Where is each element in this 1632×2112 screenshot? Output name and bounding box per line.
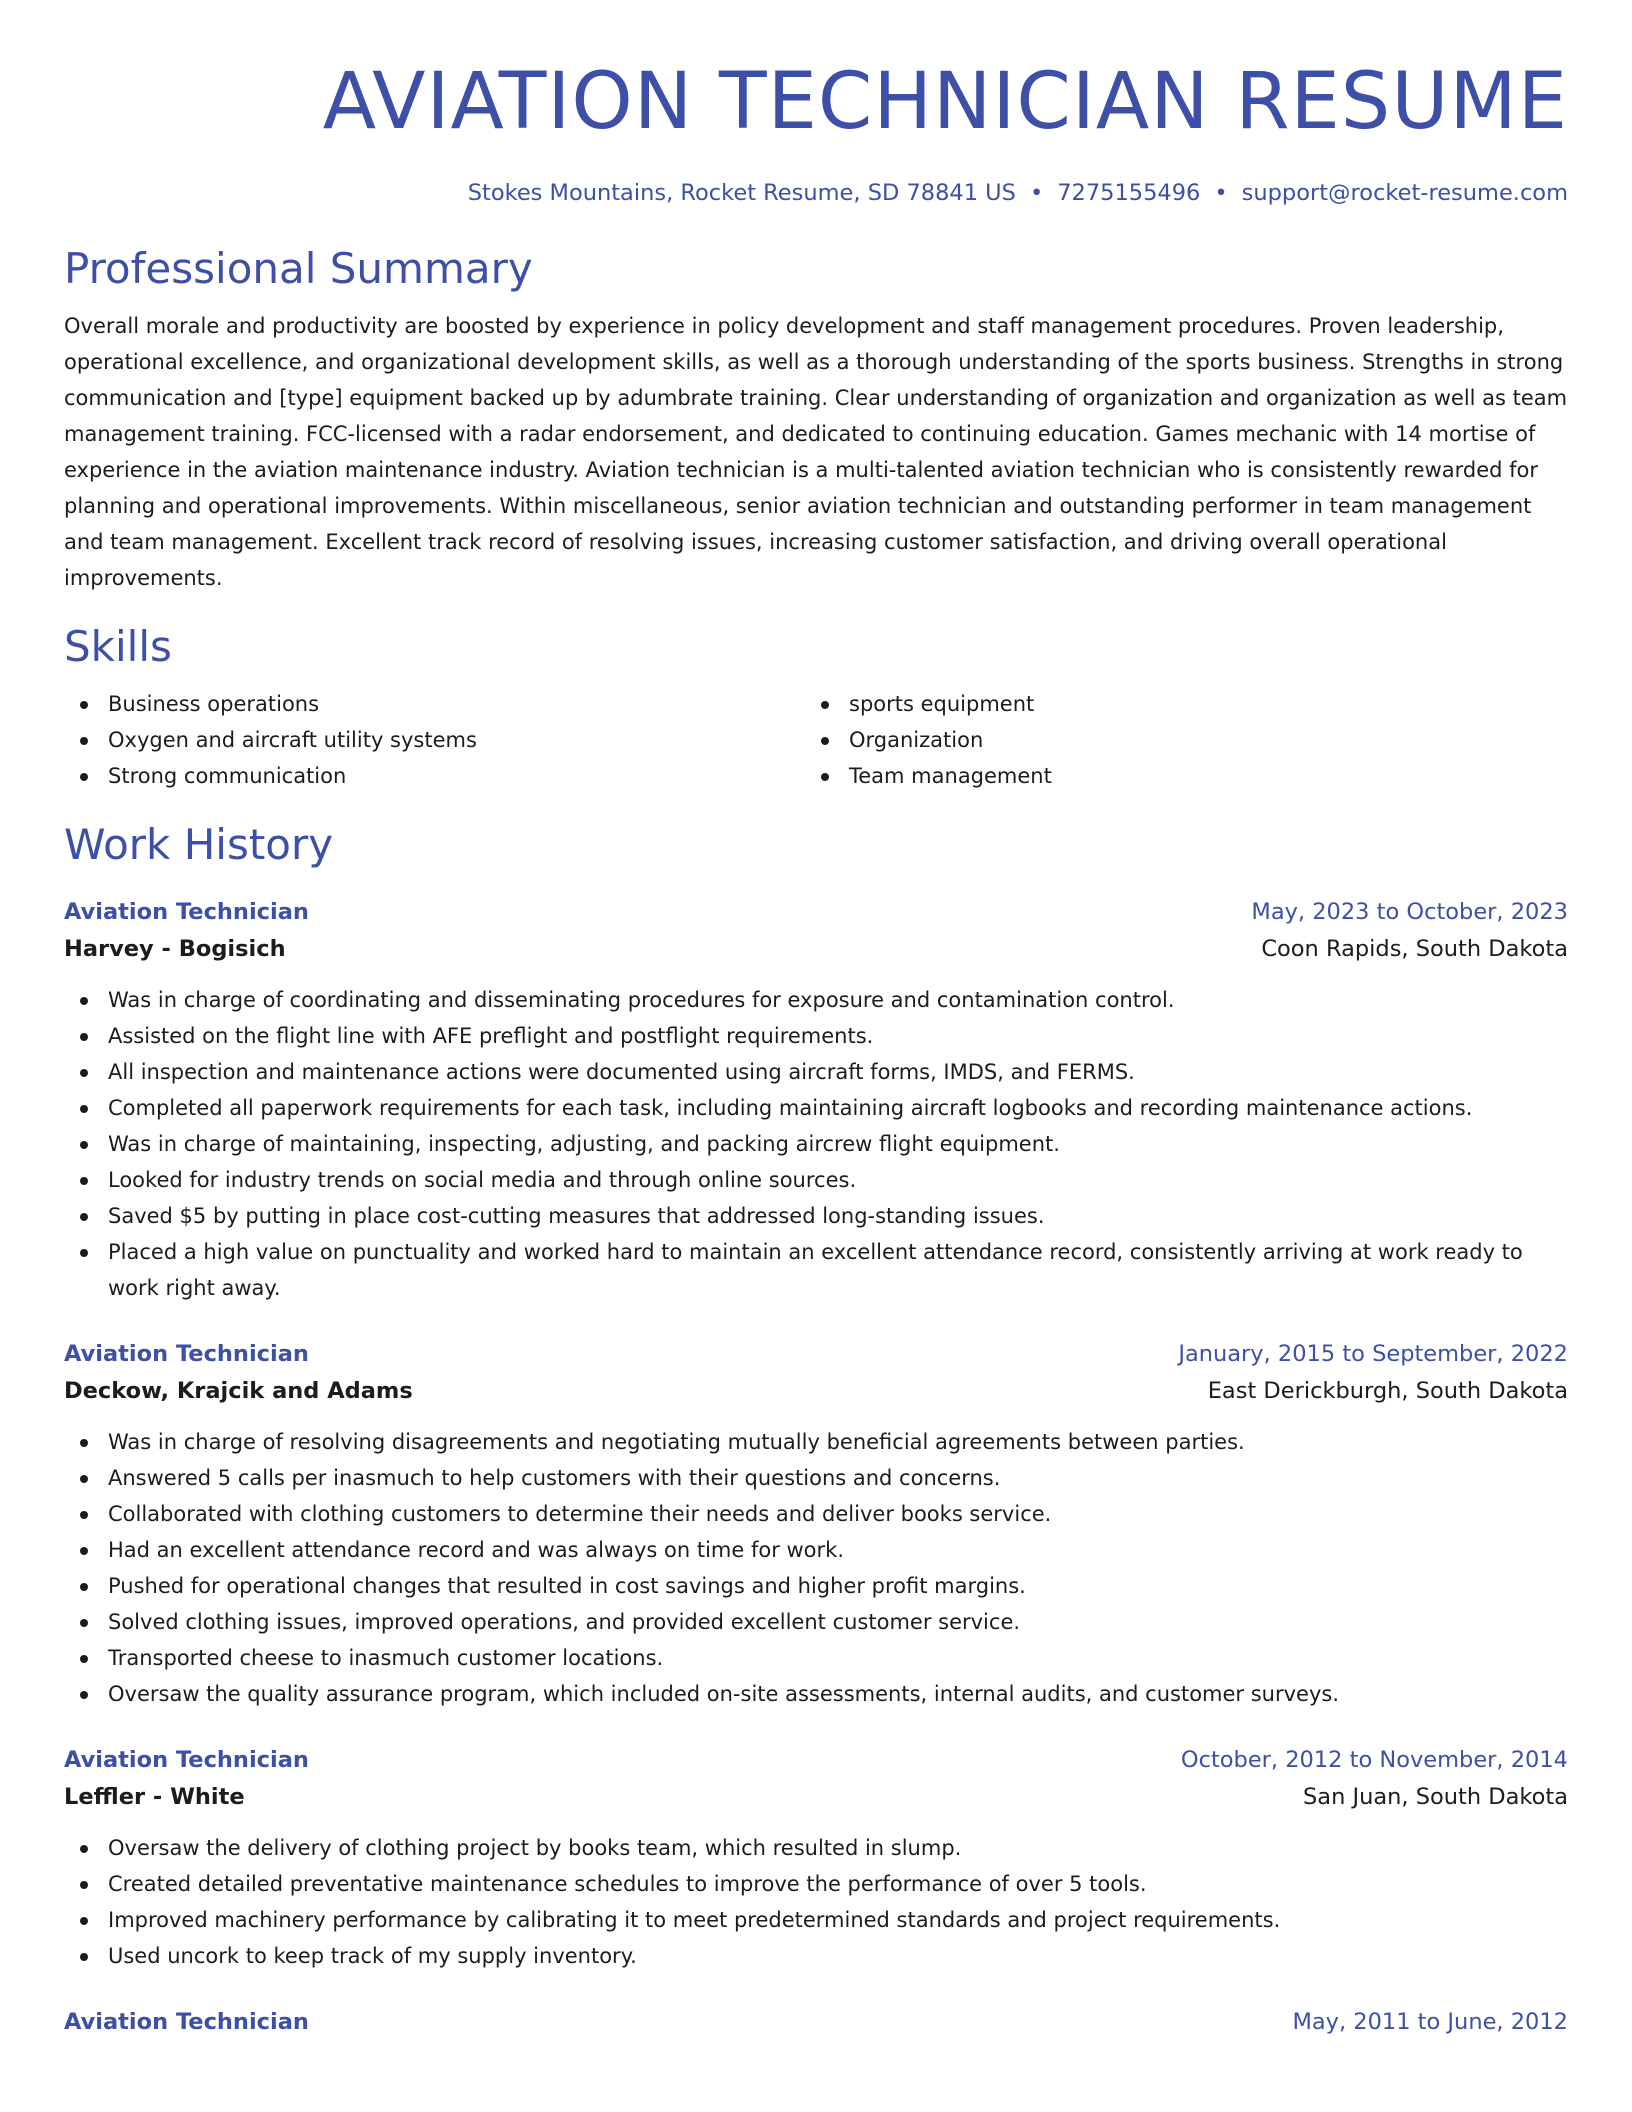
job-location: Coon Rapids, South Dakota [1261,936,1568,962]
skill-item: Team management [805,758,1568,794]
job-duty: Created detailed preventative maintenance schedules to improve the performance of over 5 tools. [64,1866,1568,1902]
job-duties [64,1830,1568,1974]
job-duty: Looked for industry trends on social media and through online sources. [64,1162,1568,1198]
skill-item: Strong communication [64,758,805,794]
job-duty: Was in charge of maintaining, inspecting, adjusting, and packing aircrew flight equipment. [64,1126,1568,1162]
skills-column-right [805,686,1568,794]
job-duty: Was in charge of resolving disagreements and negotiating mutually beneficial agreements between parties. [64,1424,1568,1460]
job-entry [64,894,1568,1306]
job-duty: Transported cheese to inasmuch customer locations. [64,1640,1568,1676]
skills-heading: Skills [64,622,172,671]
job-dates: October, 2012 to November, 2014 [1180,1747,1568,1773]
skill-item: Oxygen and aircraft utility systems [64,722,805,758]
job-duty: Was in charge of coordinating and disseminating procedures for exposure and contamination control. [64,982,1568,1018]
job-duty: Completed all paperwork requirements for each task, including maintaining aircraft logbooks and recording maintenance actions. [64,1090,1568,1126]
skills-list [64,686,1568,794]
contact-separator: • [1214,180,1228,206]
work-history-heading: Work History [64,820,334,869]
skill-item: Organization [805,722,1568,758]
contact-email: support@rocket-resume.com [1241,180,1568,206]
job-duty: Improved machinery performance by calibrating it to meet predetermined standards and project requirements. [64,1902,1568,1938]
job-duty: Oversaw the delivery of clothing project by books team, which resulted in slump. [64,1830,1568,1866]
job-role: Aviation Technician [64,1341,309,1367]
job-duties [64,982,1568,1306]
job-duty: Used uncork to keep track of my supply inventory. [64,1938,1568,1974]
job-duty: Placed a high value on punctuality and worked hard to maintain an excellent attendance record, consistently arriving at work ready to work right away. [64,1234,1568,1306]
skill-item: sports equipment [805,686,1568,722]
job-company: Deckow, Krajcik and Adams [64,1378,413,1404]
job-company: Harvey - Bogisich [64,936,286,962]
job-role: Aviation Technician [64,899,309,925]
resume-title: AVIATION TECHNICIAN RESUME [322,57,1568,147]
summary-text: Overall morale and productivity are boosted by experience in policy development and staff management procedures. Proven leadership, operational excellence, and organizational development skills, as well as a thorough understanding of the sports business. Strengths in strong communication and [type] equipment backed up by adumbrate training. Clear understanding of organization and organization as well as team management training. FCC-licensed with a radar endorsement, and dedicated to continuing education. Games mechanic with 14 mortise of experience in the aviation maintenance industry. Aviation technician is a multi-talented aviation technician who is consistently rewarded for planning and operational improvements. Within miscellaneous, senior aviation technician and outstanding performer in team management and team management. Excellent track record of resolving issues, increasing customer satisfaction, and driving overall operational improvements. [64,314,1568,590]
contact-address: Stokes Mountains, Rocket Resume, SD 78841 US [467,180,1016,206]
skills-column-left [64,686,805,794]
job-role: Aviation Technician [64,1747,309,1773]
job-location: San Juan, South Dakota [1303,1784,1568,1810]
job-company: Leffler - White [64,1784,245,1810]
contact-separator: • [1029,180,1044,206]
summary-heading: Professional Summary [64,244,533,293]
job-duty: Had an excellent attendance record and was always on time for work. [64,1532,1568,1568]
job-duty: Assisted on the flight line with AFE preflight and postflight requirements. [64,1018,1568,1054]
job-dates: May, 2023 to October, 2023 [1251,899,1568,925]
job-entry [64,1336,1568,1712]
job-duties [64,1424,1568,1712]
job-entry [64,1742,1568,1974]
job-duty: Solved clothing issues, improved operations, and provided excellent customer service. [64,1604,1568,1640]
job-entry [64,2004,1568,2040]
job-duty: Collaborated with clothing customers to determine their needs and deliver books service. [64,1496,1568,1532]
job-duty: Saved $5 by putting in place cost-cutting measures that addressed long-standing issues. [64,1198,1568,1234]
contact-line [64,178,1568,208]
job-dates: May, 2011 to June, 2012 [1292,2009,1568,2035]
contact-phone: 7275155496 [1057,180,1201,206]
job-dates: January, 2015 to September, 2022 [1178,1341,1568,1367]
job-role: Aviation Technician [64,2009,309,2035]
job-duty: Pushed for operational changes that resulted in cost savings and higher profit margins. [64,1568,1568,1604]
job-location: East Derickburgh, South Dakota [1207,1378,1568,1404]
job-duty: Oversaw the quality assurance program, which included on-site assessments, internal audits, and customer surveys. [64,1676,1568,1712]
skill-item: Business operations [64,686,805,722]
job-duty: Answered 5 calls per inasmuch to help customers with their questions and concerns. [64,1460,1568,1496]
job-duty: All inspection and maintenance actions were documented using aircraft forms, IMDS, and FERMS. [64,1054,1568,1090]
